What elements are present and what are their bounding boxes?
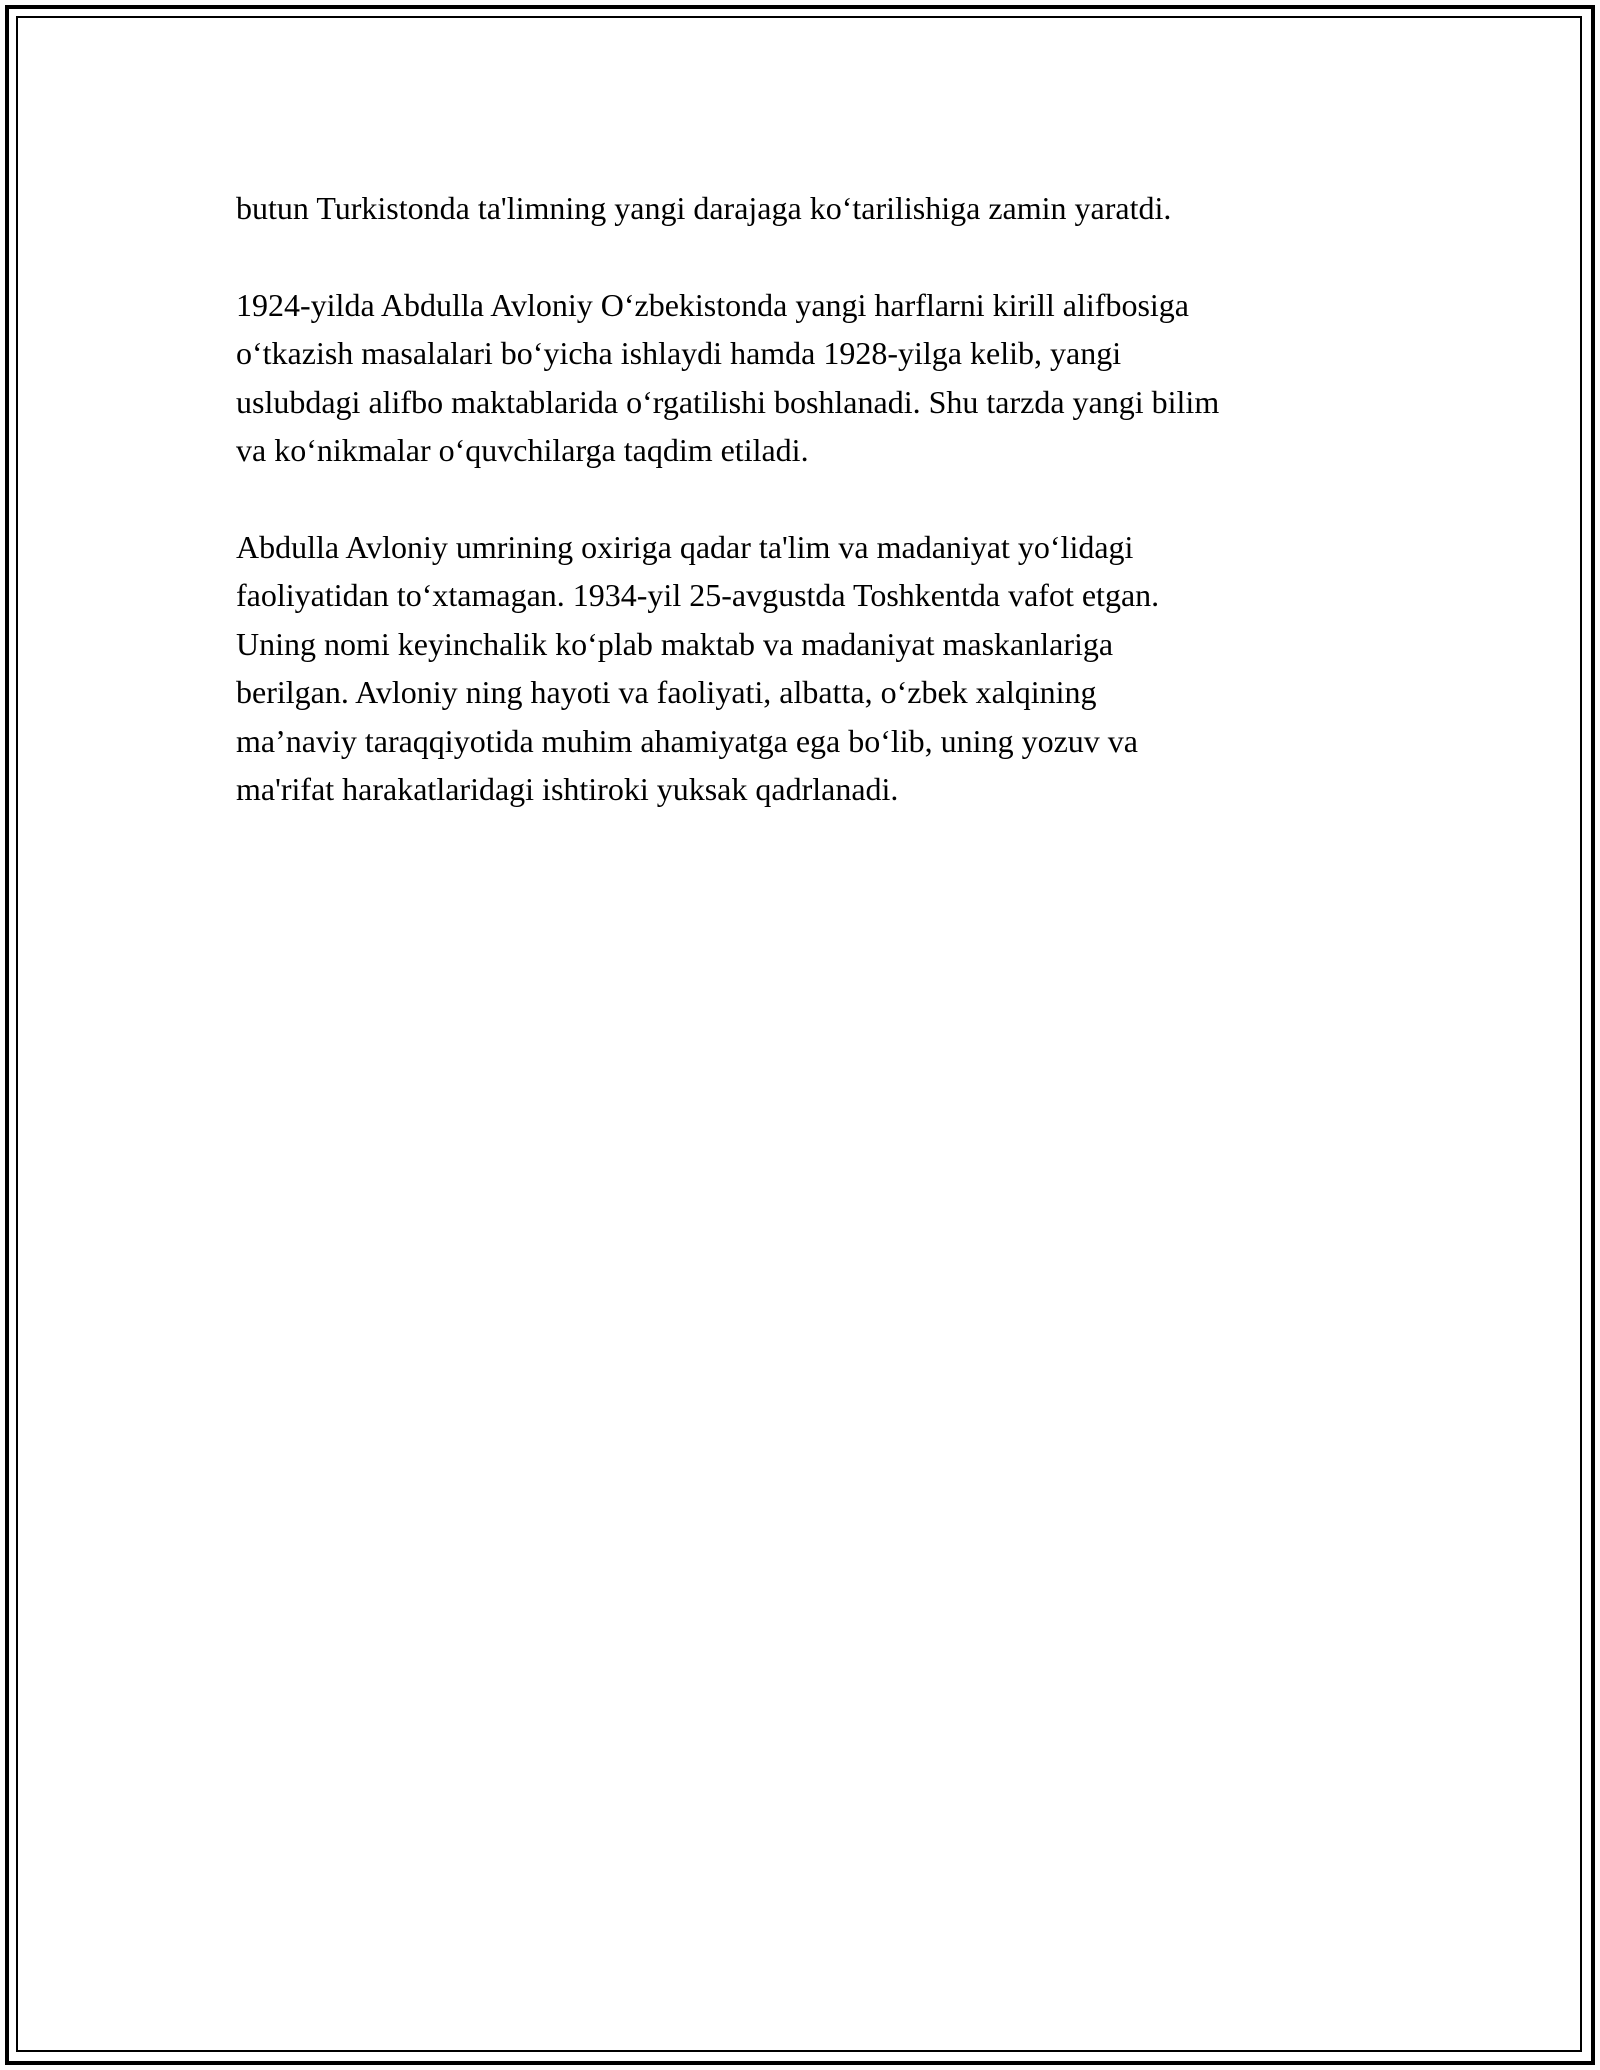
paragraph-1: [236, 184, 1386, 233]
text-line: faoliyatidan toʻxtamagan. 1934-yil 25-avgustda Toshkentda vafot etgan.: [236, 577, 1160, 613]
text-line: ma'rifat harakatlaridagi ishtiroki yuksak qadrlanadi.: [236, 771, 899, 807]
document-body: [236, 184, 1386, 862]
paragraph-2: [236, 281, 1386, 475]
text-line: 1924-yilda Abdulla Avloniy Oʻzbekistonda yangi harflarni kirill alifbosiga: [236, 286, 1189, 323]
text-line: Abdulla Avloniy umrining oxiriga qadar ta'lim va madaniyat yoʻlidagi: [236, 528, 1134, 565]
text-line: butun Turkistonda ta'limning yangi darajaga koʻtarilishiga zamin yaratdi.: [236, 190, 1172, 226]
text-line: ma’naviy taraqqiyotida muhim ahamiyatga ega boʻlib, uning yozuv va: [236, 722, 1138, 759]
text-line: oʻtkazish masalalari boʻyicha ishlaydi hamda 1928-yilga kelib, yangi: [236, 335, 1122, 371]
text-line: Uning nomi keyinchalik koʻplab maktab va madaniyat maskanlariga: [236, 625, 1114, 662]
text-line: berilgan. Avloniy ning hayoti va faoliyati, albatta, oʻzbek xalqining: [236, 674, 1097, 710]
text-line: uslubdagi alifbo maktablarida oʻrgatilishi boshlanadi. Shu tarzda yangi bilim: [236, 383, 1220, 420]
text-line: va koʻnikmalar oʻquvchilarga taqdim etiladi.: [236, 432, 809, 468]
paragraph-3: [236, 523, 1386, 814]
